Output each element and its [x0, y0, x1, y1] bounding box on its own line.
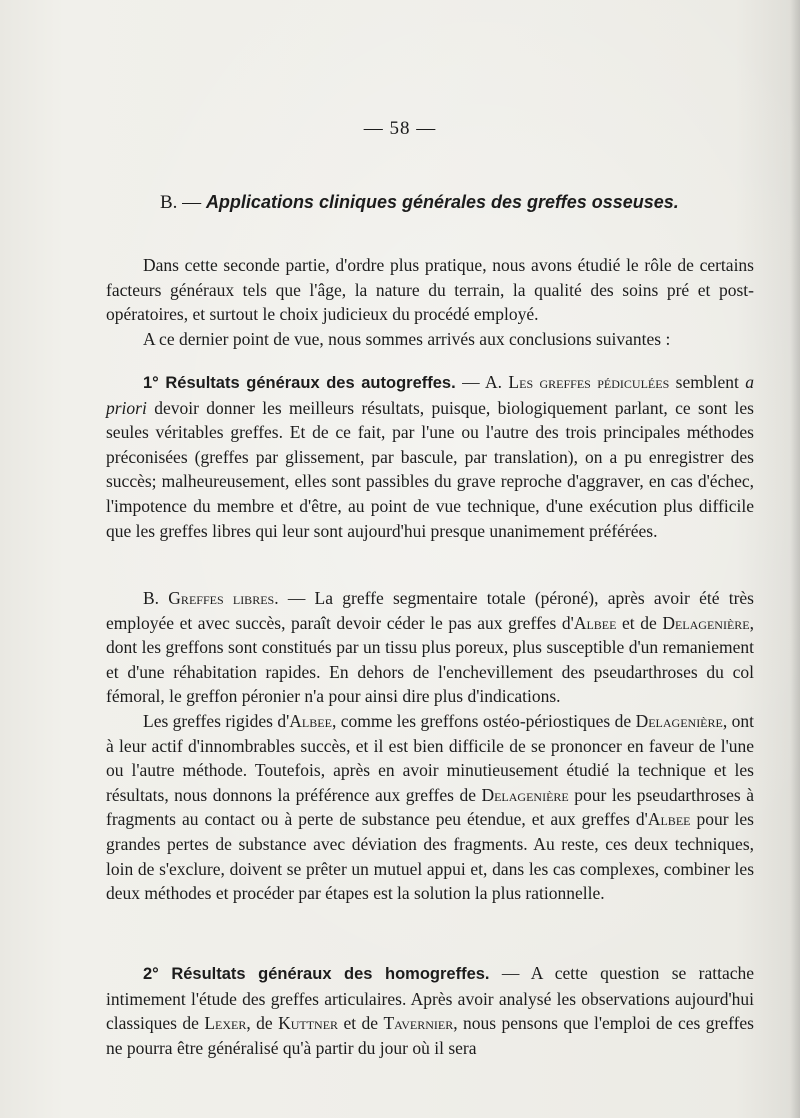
greffes-libres-text-1: — La greffe segmentaire totale (péroné), après avoir été très employée et avec succès, paraît devoir céder le pas aux greffes d': [106, 588, 754, 633]
author-tavernier: Tavernier: [383, 1013, 454, 1034]
rigides-text-2: , comme les greffons ostéo-périostiques de: [331, 710, 636, 731]
greffes-rigides-paragraph: [106, 709, 754, 906]
greffes-libres-label: Greffes libres.: [168, 588, 279, 608]
homogreffes-paragraph: [106, 961, 754, 1060]
author-lexer: Lexer: [204, 1013, 247, 1034]
rigides-text-4: pour les pseudarthroses à fragments au contact ou à perte de substance peu étendue, et aux greffes d': [106, 784, 754, 830]
author-kuttner: Kuttner: [278, 1013, 339, 1034]
homogreffes-text-1: — A cette question se rattache intimement l'étude des greffes articulaires. Après avoir analysé les observations aujourd'hui classiques de: [106, 963, 755, 1034]
autogreffes-lead: — A.: [455, 372, 509, 392]
homogreffes-block: [106, 961, 754, 1060]
author-delageniere: Delagenière: [635, 710, 723, 731]
page-number: — 58 —: [363, 118, 437, 139]
intro-block: [106, 253, 754, 351]
author-delageniere: Delagenière: [662, 612, 750, 633]
greffes-libres-block: [106, 586, 754, 906]
author-albee: Albee: [647, 809, 691, 830]
homogreffes-text-3: et de: [338, 1013, 384, 1034]
a-priori-italic: a priori: [106, 372, 754, 418]
greffes-libres-paragraph: [106, 586, 754, 709]
greffes-pediculees-label: Les greffes pédiculées: [508, 372, 670, 392]
section-title: [160, 192, 780, 214]
author-albee: Albee: [573, 612, 617, 633]
conclusion-lead: A ce dernier point de vue, nous sommes arrivés aux conclusions suivantes :: [143, 328, 671, 349]
autogreffes-block: [106, 370, 754, 543]
rigides-text-3: , ont à leur actif d'innombrables succès, et il est bien difficile de se prononcer en faveur de l'une ou l'autre méthode. Toutefois, après en avoir minutieusement étudié la technique et les résultats, nous donnons la préférence aux greffes de: [106, 710, 755, 805]
autogreffes-heading: 1° Résultats généraux des autogreffes.: [143, 374, 456, 392]
rigides-text-1: Les greffes rigides d': [143, 710, 290, 731]
homogreffes-text-2: , de: [246, 1013, 279, 1034]
section-letter: B. —: [160, 192, 202, 213]
homogreffes-heading: 2° Résultats généraux des homogreffes.: [143, 965, 490, 983]
author-delageniere: Delagenière: [481, 784, 569, 805]
greffes-libres-text-2: et de: [616, 612, 663, 633]
author-albee: Albee: [289, 710, 332, 731]
homogreffes-text-4: , nous pensons que l'emploi de ces greffes ne pourra être généralisé qu'à partir du jour où il sera: [106, 1013, 754, 1058]
page-edge-shadow: [790, 0, 800, 1118]
greffes-libres-text-3: , dont les greffons sont constitués par un tissu plus poreux, plus susceptible d'un remaniement et d'une réhabitation rapides. En dehors de l'enchevillement des pseudarthroses du col fémoral, le greffon péronier n'a pour ainsi dire plus d'indications.: [106, 612, 754, 707]
greffes-libres-lead: B.: [143, 588, 169, 608]
autogreffes-text-1: semblent: [669, 372, 746, 392]
autogreffes-paragraph: [106, 370, 754, 543]
rigides-text-5: pour les grandes pertes de substance avec déviation des fragments. Au reste, ces deux techniques, loin de s'exclure, doivent se prêter un mutuel appui et, dans les cas complexes, combiner les deux méthodes et procéder par étapes est la solution la plus rationnelle.: [106, 809, 754, 904]
intro-paragraph: Dans cette seconde partie, d'ordre plus pratique, nous avons étudié le rôle de certains facteurs généraux tels que l'âge, la nature du terrain, la qualité des soins pré et post-opératoires, et surtout le choix judicieux du procédé employé.: [106, 255, 754, 325]
section-title-text: Applications cliniques générales des greffes osseuses.: [205, 192, 679, 212]
autogreffes-text-2: devoir donner les meilleurs résultats, puisque, biologiquement parlant, ce sont les seules véritables greffes. Et de ce fait, par l'une ou l'autre des trois principales méthodes préconisées (greffes par glissement, par bascule, par translation), on a pu enregistrer des succès; malheureusement, elles sont passibles du grave reproche d'aggraver, en cas d'échec, l'impotence du membre et d'être, au point de vue technique, d'une exécution plus difficile que les greffes libres qui leur sont aujourd'hui presque unanimement préférées.: [106, 397, 754, 541]
